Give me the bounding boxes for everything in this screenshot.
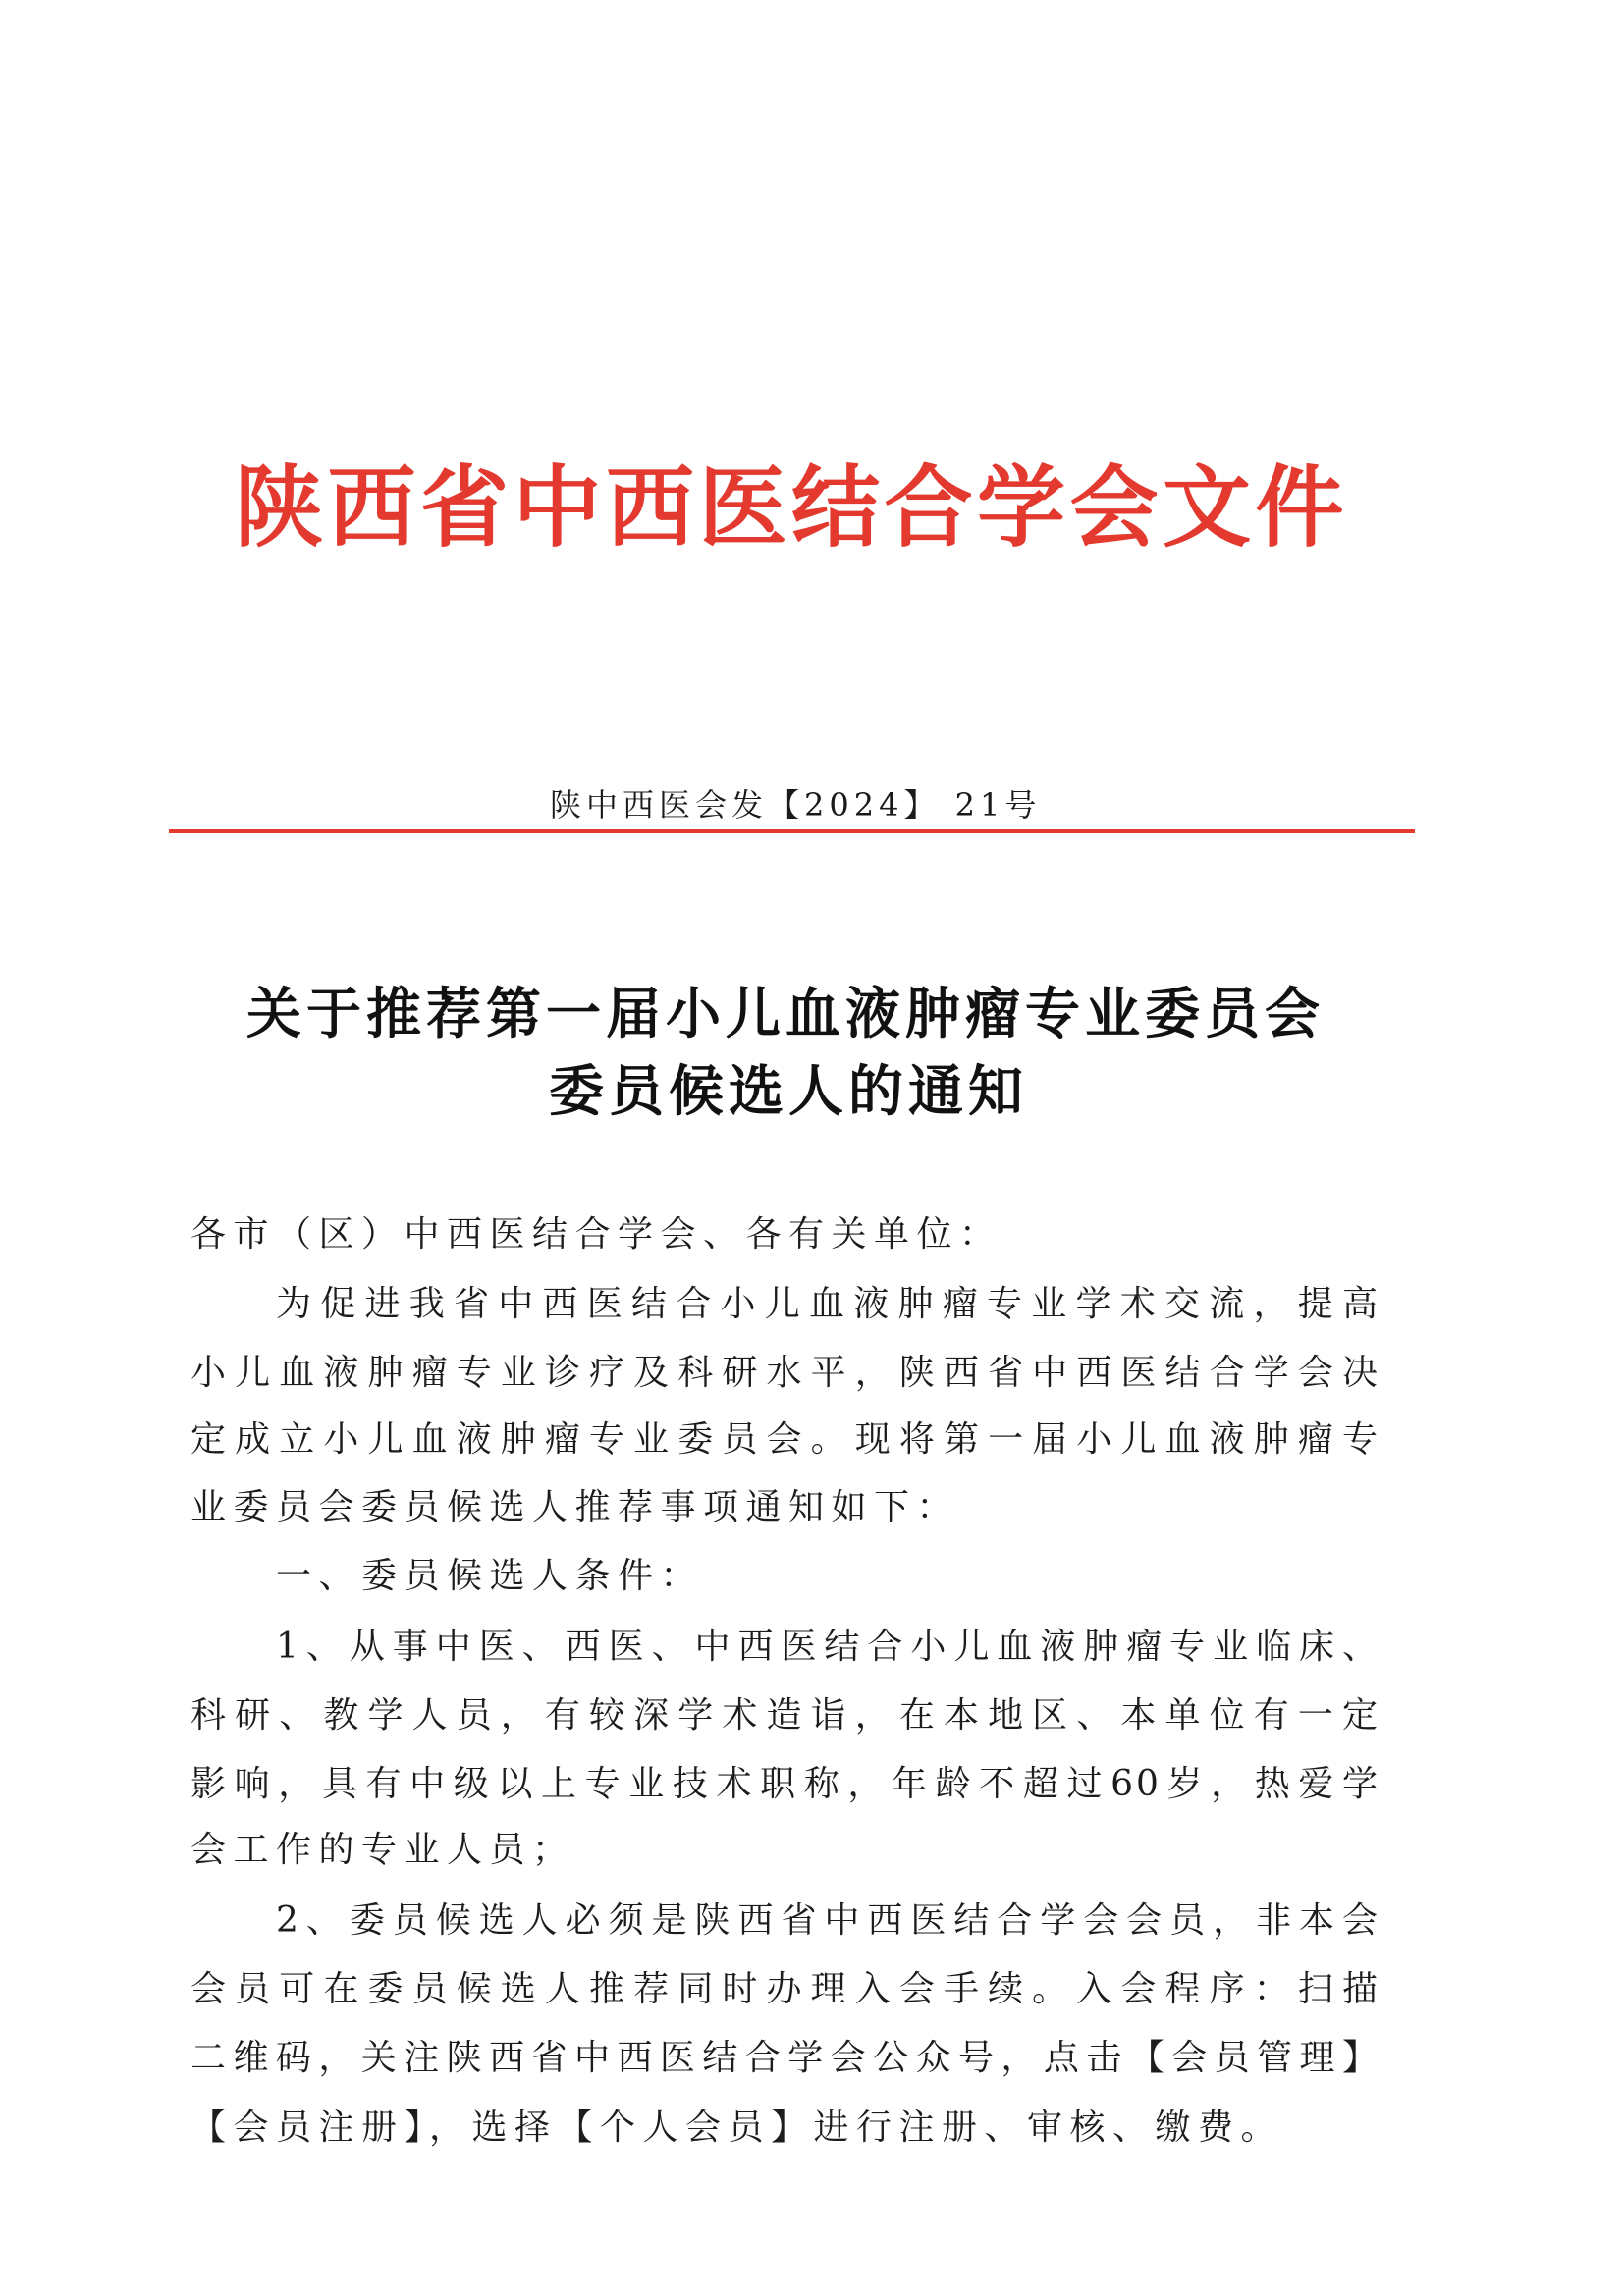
body-line: 【会员注册】，选择【个人会员】进行注册、审核、缴费。 xyxy=(190,2108,1284,2148)
body-line: 定成立小儿血液肿瘤专业委员会。现将第一届小儿血液肿瘤专 xyxy=(190,1419,1380,1460)
body-line: 影响，具有中级以上专业技术职称，年龄不超过60岁，热爱学 xyxy=(190,1764,1380,1804)
notice-title-line-2: 委员候选人的通知 xyxy=(549,1059,1028,1124)
document-number: 陕中西医会发【2024】 21号 xyxy=(550,786,1042,824)
red-divider-line xyxy=(169,829,1415,833)
body-line: 二维码，关注陕西省中西医结合学会公众号，点击【会员管理】 xyxy=(190,2038,1380,2078)
salutation-line: 各市（区）中西医结合学会、各有关单位： xyxy=(190,1214,1002,1255)
body-line: 业委员会委员候选人推荐事项通知如下： xyxy=(190,1487,960,1527)
body-line: 小儿血液肿瘤专业诊疗及科研水平，陕西省中西医结合学会决 xyxy=(190,1353,1380,1393)
body-line: 1、从事中医、西医、中西医结合小儿血液肿瘤专业临床、 xyxy=(276,1627,1380,1667)
section-heading: 一、委员候选人条件： xyxy=(276,1556,704,1596)
body-line: 会工作的专业人员； xyxy=(190,1830,575,1870)
organization-title: 陕西省中西医结合学会文件 xyxy=(235,455,1348,560)
body-line: 2、委员候选人必须是陕西省中西医结合学会会员，非本会 xyxy=(276,1900,1380,1941)
body-line: 为促进我省中西医结合小儿血液肿瘤专业学术交流，提高 xyxy=(276,1284,1380,1324)
notice-title-line-1: 关于推荐第一届小儿血液肿瘤专业委员会 xyxy=(246,982,1325,1046)
body-line: 会员可在委员候选人推荐同时办理入会手续。入会程序：扫描 xyxy=(190,1969,1380,2009)
body-line: 科研、教学人员，有较深学术造诣，在本地区、本单位有一定 xyxy=(190,1695,1380,1735)
